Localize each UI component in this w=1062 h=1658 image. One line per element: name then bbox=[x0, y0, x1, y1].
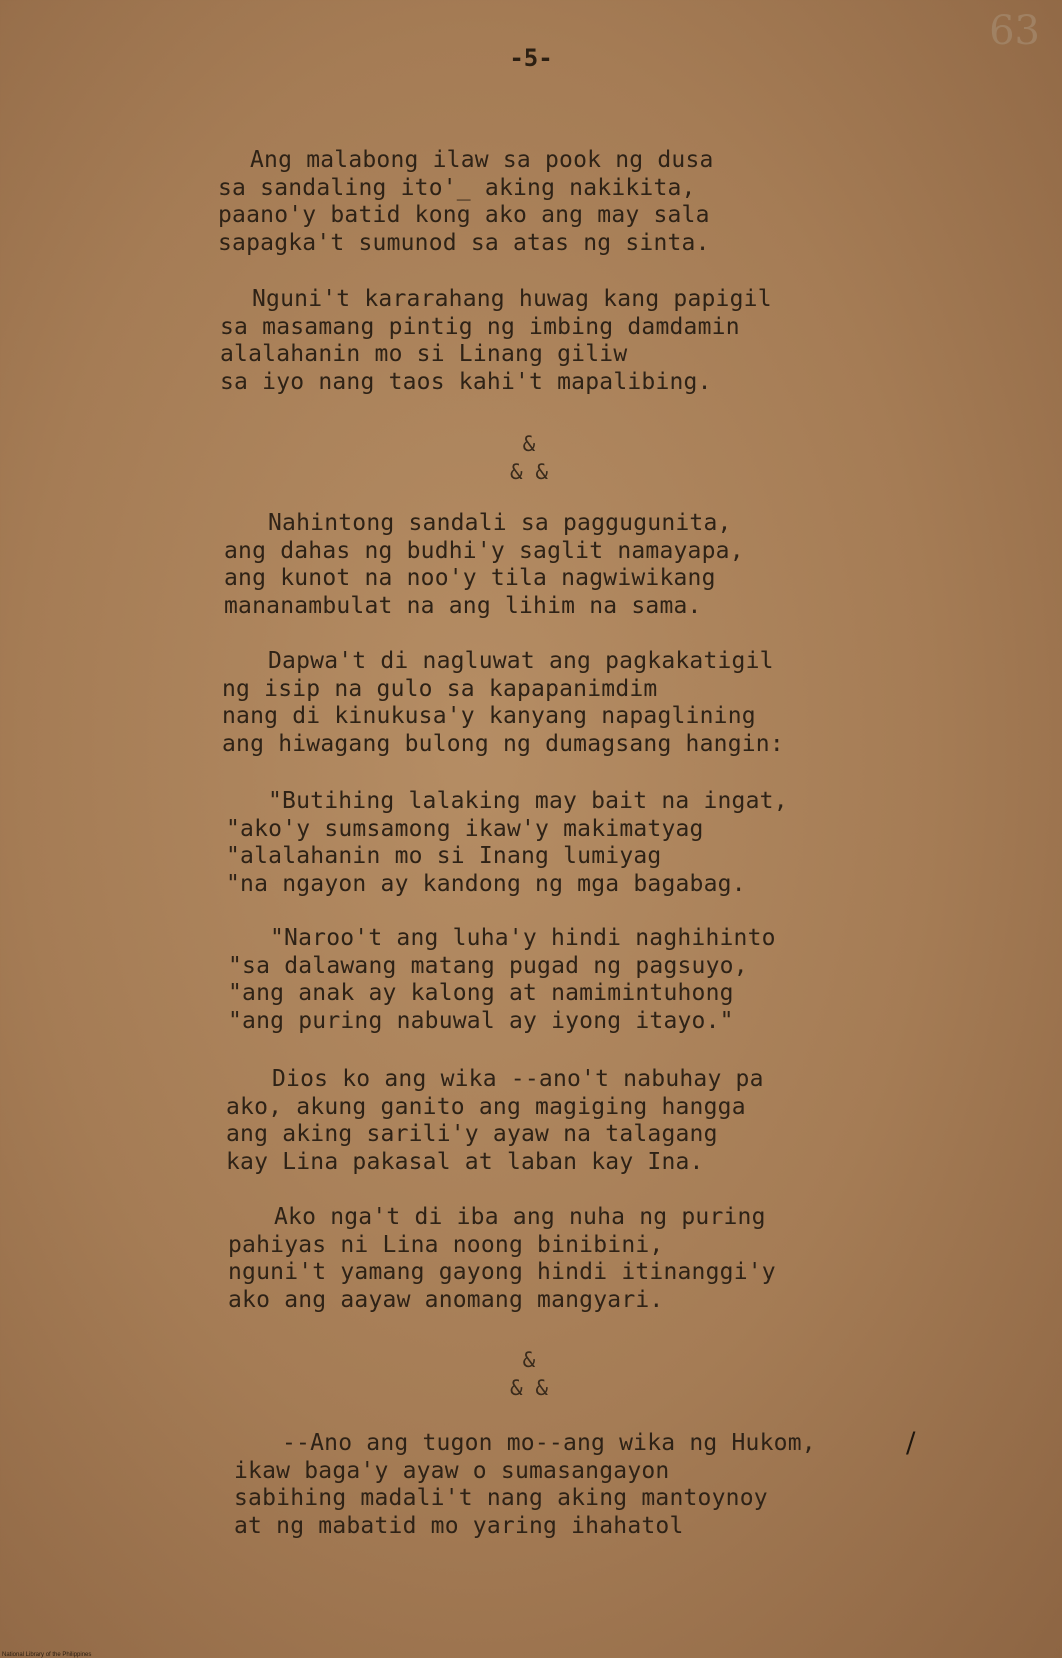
verse-line: sa iyo nang taos kahi't mapalibing. bbox=[220, 368, 712, 395]
verse-line: sabihing madali't nang aking mantoynoy bbox=[234, 1485, 768, 1512]
verse-line: ng isip na gulo sa kapapanimdim bbox=[222, 675, 658, 702]
verse-line: ang dahas ng budhi'y saglit namayapa, bbox=[224, 537, 744, 564]
verse-line: Dapwa't di nagluwat ang pagkakatigil bbox=[268, 648, 774, 674]
verse-line: "sa dalawang matang pugad ng pagsuyo, bbox=[228, 952, 748, 979]
verse-line: ang kunot na noo'y tila nagwiwikang bbox=[224, 565, 716, 592]
separator-line: & bbox=[522, 1348, 536, 1372]
verse-line: at ng mabatid mo yaring ihahatol bbox=[234, 1512, 684, 1539]
verse-line: paano'y batid kong ako ang may sala bbox=[218, 202, 710, 229]
verse-line: ako ang aayaw anomang mangyari. bbox=[228, 1286, 664, 1313]
verse-line: sa sandaling ito'_ aking nakikita, bbox=[218, 174, 696, 201]
verse-line: mananambulat na ang lihim na sama. bbox=[224, 592, 702, 619]
verse-line: "ang puring nabuwal ay iyong itayo." bbox=[228, 1007, 734, 1034]
verse-line: Dios ko ang wika --ano't nabuhay pa bbox=[272, 1066, 764, 1092]
verse-line: "ang anak ay kalong at namimintuhong bbox=[228, 980, 734, 1007]
verse-line: "Naroo't ang luha'y hindi naghihinto bbox=[270, 925, 776, 951]
verse-line: "ako'y sumsamong ikaw'y makimatyag bbox=[226, 815, 704, 842]
stanza-4 bbox=[222, 648, 784, 758]
verse-line: Ang malabong ilaw sa pook ng dusa bbox=[250, 147, 714, 173]
verse-line: "alalahanin mo si Inang lumiyag bbox=[226, 843, 662, 870]
verse-line: Ako nga't di iba ang nuha ng puring bbox=[274, 1204, 766, 1230]
separator-line: & & bbox=[510, 460, 548, 484]
verse-line: nguni't yamang gayong hindi itinanggi'y bbox=[228, 1259, 776, 1286]
corner-pencil-mark: 63 bbox=[989, 8, 1040, 54]
section-separator bbox=[0, 430, 1062, 486]
stanza-7 bbox=[226, 1066, 764, 1176]
verse-line: --Ano ang tugon mo--ang wika ng Hukom, bbox=[282, 1430, 816, 1456]
stanza-9 bbox=[234, 1430, 816, 1540]
separator-line: & bbox=[522, 432, 536, 456]
section-separator bbox=[0, 1346, 1062, 1402]
footer-credit: National Library of the Philippines bbox=[2, 1652, 92, 1658]
verse-line: sa masamang pintig ng imbing damdamin bbox=[220, 313, 740, 340]
stanza-8 bbox=[228, 1204, 776, 1314]
stanza-2 bbox=[220, 286, 772, 396]
separator-line: & & bbox=[510, 1376, 548, 1400]
verse-line: ako, akung ganito ang magiging hangga bbox=[226, 1093, 746, 1120]
stanza-3 bbox=[224, 510, 744, 620]
verse-line: ang aking sarili'y ayaw na talagang bbox=[226, 1121, 718, 1148]
verse-line: Nguni't kararahang huwag kang papigil bbox=[252, 286, 772, 312]
verse-line: alalahanin mo si Linang giliw bbox=[220, 341, 628, 368]
stanza-1 bbox=[218, 147, 714, 257]
verse-line: sapagka't sumunod sa atas ng sinta. bbox=[218, 229, 710, 256]
stanza-6 bbox=[228, 925, 776, 1035]
verse-line: nang di kinukusa'y kanyang napaglining bbox=[222, 703, 756, 730]
verse-line: ikaw baga'y ayaw o sumasangayon bbox=[234, 1457, 670, 1484]
verse-line: ang hiwagang bulong ng dumagsang hangin: bbox=[222, 730, 784, 757]
verse-line: "na ngayon ay kandong ng mga bagabag. bbox=[226, 870, 746, 897]
verse-line: "Butihing lalaking may bait na ingat, bbox=[268, 788, 788, 814]
verse-line: Nahintong sandali sa paggugunita, bbox=[268, 510, 732, 536]
page-number: -5- bbox=[509, 44, 553, 72]
verse-line: kay Lina pakasal at laban kay Ina. bbox=[226, 1148, 704, 1175]
stanza-5 bbox=[226, 788, 788, 898]
verse-line: pahiyas ni Lina noong binibini, bbox=[228, 1231, 664, 1258]
marginal-check-mark: / bbox=[906, 1426, 916, 1459]
